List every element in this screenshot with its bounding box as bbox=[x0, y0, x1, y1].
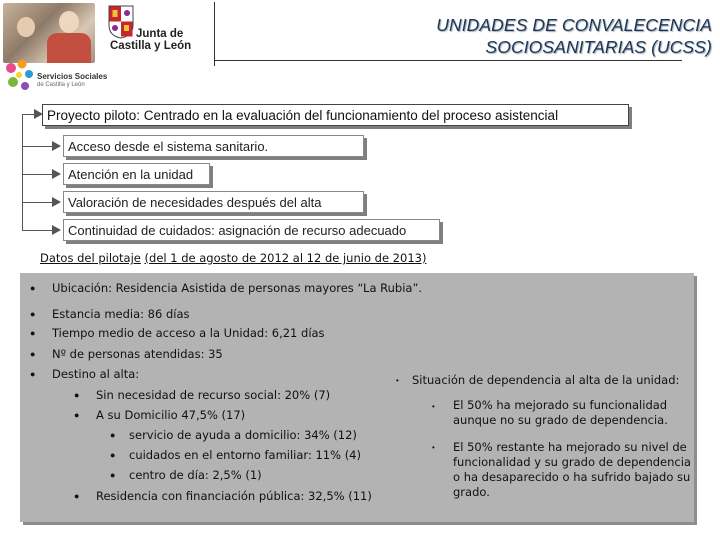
bullet-icon: ● bbox=[110, 450, 116, 460]
ubicacion-text: Ubicación: Residencia Asistida de personas mayores “La Rubia”. bbox=[52, 281, 423, 295]
bullet-icon: • bbox=[432, 443, 435, 452]
header-photo bbox=[3, 3, 95, 63]
list-item: servicio de ayuda a domicilio: 34% (12) bbox=[129, 428, 357, 442]
list-item: Tiempo medio de acceso a la Unidad: 6,21 días bbox=[52, 326, 325, 340]
bullet-icon: ● bbox=[30, 369, 36, 379]
flow-item-box: Continuidad de cuidados: asignación de recurso adecuado bbox=[63, 219, 440, 241]
servicios-sociales-text: Servicios Sociales de Castilla y León bbox=[37, 72, 108, 88]
bullet-icon: ● bbox=[30, 349, 36, 359]
flow-item-box: Atención en la unidad bbox=[63, 163, 210, 185]
datos-heading: Datos del pilotaje (del 1 de agosto de 2012 al 12 de junio de 2013) bbox=[40, 251, 427, 265]
bullet-icon: ● bbox=[74, 410, 80, 420]
list-item: A su Domicilio 47,5% (17) bbox=[96, 408, 246, 422]
bullet-icon: ● bbox=[110, 470, 116, 480]
arrow-right-icon bbox=[52, 169, 61, 179]
flow-connector bbox=[22, 204, 23, 231]
list-item: Nº de personas atendidas: 35 bbox=[52, 347, 223, 361]
bullet-icon: ● bbox=[110, 430, 116, 440]
bullet-icon: • bbox=[432, 402, 435, 411]
list-item: centro de día: 2,5% (1) bbox=[129, 468, 262, 482]
arrow-right-icon bbox=[52, 141, 61, 151]
flow-stub bbox=[22, 202, 54, 203]
flow-main-box: Proyecto piloto: Centrado en la evaluación del funcionamiento del proceso asistencial bbox=[42, 104, 629, 126]
list-item: Estancia media: 86 días bbox=[52, 307, 190, 321]
situacion-item: El 50% ha mejorado su funcionalidad aunque no su grado de dependencia. bbox=[453, 398, 668, 427]
arrow-right-icon bbox=[52, 225, 61, 235]
header-divider-vertical bbox=[214, 2, 215, 66]
list-item: Sin necesidad de recurso social: 20% (7) bbox=[96, 388, 331, 402]
flow-stub bbox=[22, 230, 54, 231]
bullet-icon: • bbox=[396, 376, 399, 385]
flow-item-box: Acceso desde el sistema sanitario. bbox=[63, 135, 364, 157]
flow-connector bbox=[22, 114, 23, 204]
page-title: UNIDADES DE CONVALECENCIA SOCIOSANITARIAS (UCSS) bbox=[436, 15, 712, 57]
bullet-icon: ● bbox=[74, 390, 80, 400]
list-item: Residencia con financiación pública: 32,5% (11) bbox=[96, 489, 372, 503]
bullet-icon: ● bbox=[30, 309, 36, 319]
flow-item-box: Valoración de necesidades después del alta bbox=[63, 191, 364, 213]
list-item: cuidados en el entorno familiar: 11% (4) bbox=[129, 448, 361, 462]
list-item: Destino al alta: bbox=[52, 367, 140, 381]
situacion-item: El 50% restante ha mejorado su nivel de funcionalidad y su grado de dependencia o ha desaparecido o ha sufrido bajado su grado. bbox=[453, 440, 691, 499]
bullet-icon: ● bbox=[30, 328, 36, 338]
junta-logo-text: Junta de Castilla y León bbox=[110, 28, 192, 52]
arrow-right-icon bbox=[52, 197, 61, 207]
situacion-title: Situación de dependencia al alta de la unidad: bbox=[412, 373, 680, 387]
bullet-icon: ● bbox=[74, 491, 80, 501]
flow-stub bbox=[22, 146, 54, 147]
bullet-icon: ● bbox=[30, 283, 36, 293]
flow-stub bbox=[22, 174, 54, 175]
header-divider-horizontal bbox=[214, 60, 682, 61]
servicios-sociales-logo-icon bbox=[2, 58, 36, 94]
